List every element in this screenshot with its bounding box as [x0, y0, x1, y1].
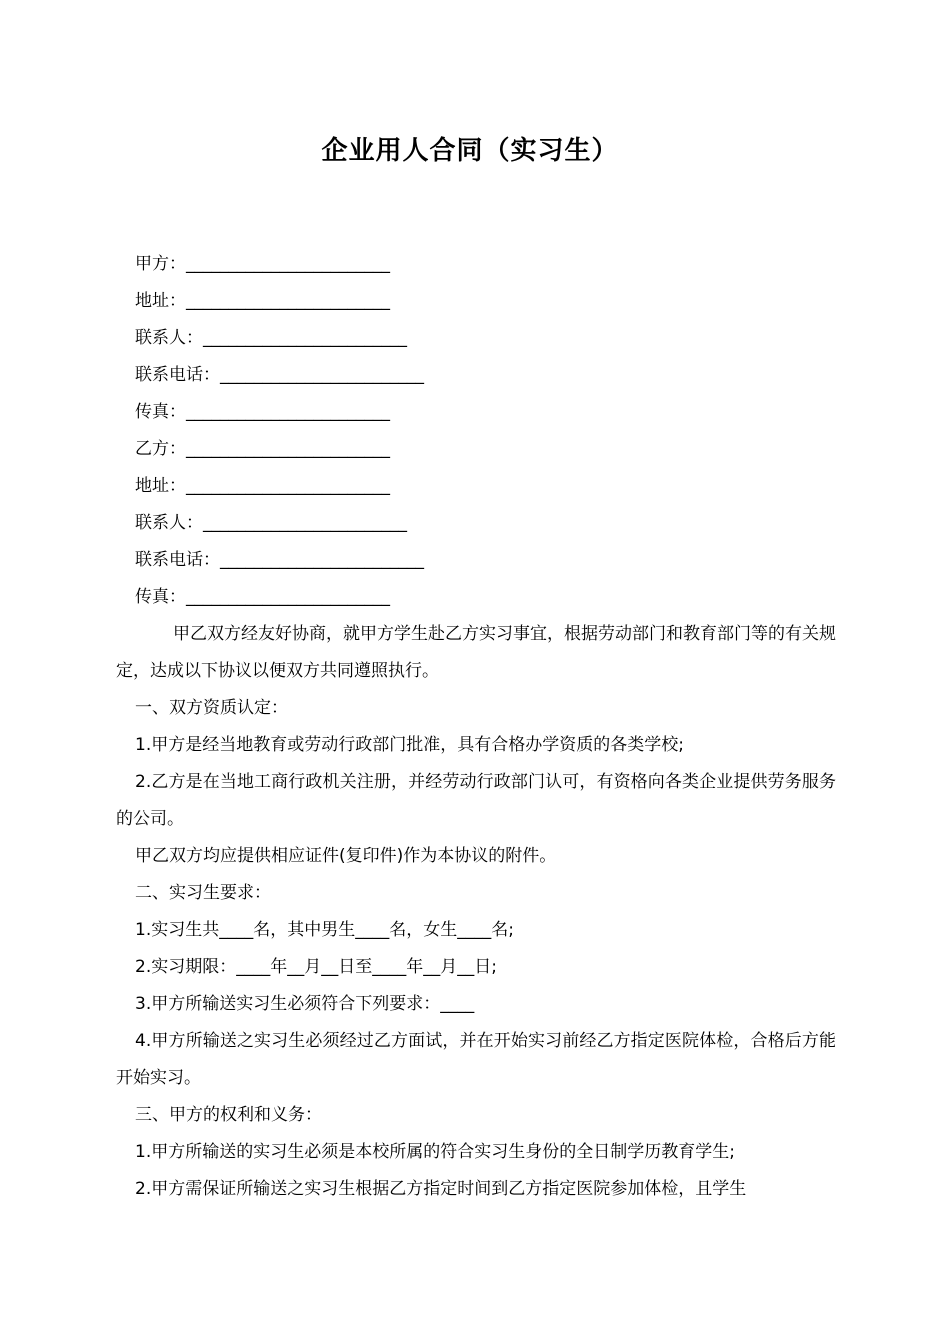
party-b-phone-field: 联系电话：________________________: [135, 550, 424, 570]
party-a-phone-field: 联系电话：________________________: [135, 365, 424, 385]
page-title: 企业用人合同（实习生）: [321, 136, 619, 166]
section-3-heading: 三、甲方的权利和义务：: [135, 1105, 322, 1125]
section-3-item-1: 1.甲方所输送的实习生必须是本校所属的符合实习生身份的全日制学历教育学生;: [135, 1142, 735, 1162]
party-b-field: 乙方：________________________: [135, 439, 390, 459]
section-3-item-2: 2.甲方需保证所输送之实习生根据乙方指定时间到乙方指定医院参加体检，且学生: [135, 1179, 747, 1199]
section-1-heading: 一、双方资质认定：: [135, 698, 288, 718]
section-2-item-2: 2.实习期限：____年__月__日至____年__月__日;: [135, 957, 497, 977]
party-a-field: 甲方：________________________: [135, 254, 390, 274]
party-a-contact-field: 联系人：________________________: [135, 328, 407, 348]
contract-body: [116, 246, 836, 1208]
section-1-note: 甲乙双方均应提供相应证件(复印件)作为本协议的附件。: [135, 846, 557, 866]
intro-paragraph: 甲乙双方经友好协商，就甲方学生赴乙方实习事宜，根据劳动部门和教育部门等的有关规定，达成以下协议以便双方共同遵照执行。: [116, 624, 836, 681]
party-b-contact-field: 联系人：________________________: [135, 513, 407, 533]
party-a-address-field: 地址：________________________: [135, 291, 390, 311]
party-a-fax-field: 传真：________________________: [135, 402, 390, 422]
party-b-address-field: 地址：________________________: [135, 476, 390, 496]
section-2-item-1: 1.实习生共____名，其中男生____名，女生____名;: [135, 920, 514, 940]
section-2-item-3: 3.甲方所输送实习生必须符合下列要求：____: [135, 994, 475, 1014]
section-1-item-2: 2.乙方是在当地工商行政机关注册，并经劳动行政部门认可，有资格向各类企业提供劳务服务的公司。: [116, 772, 836, 829]
section-2-item-4: 4.甲方所输送之实习生必须经过乙方面试，并在开始实习前经乙方指定医院体检，合格后方能开始实习。: [116, 1031, 836, 1088]
party-b-fax-field: 传真：________________________: [135, 587, 390, 607]
section-2-heading: 二、实习生要求：: [135, 883, 271, 903]
section-1-item-1: 1.甲方是经当地教育或劳动行政部门批准，具有合格办学资质的各类学校;: [135, 735, 684, 755]
